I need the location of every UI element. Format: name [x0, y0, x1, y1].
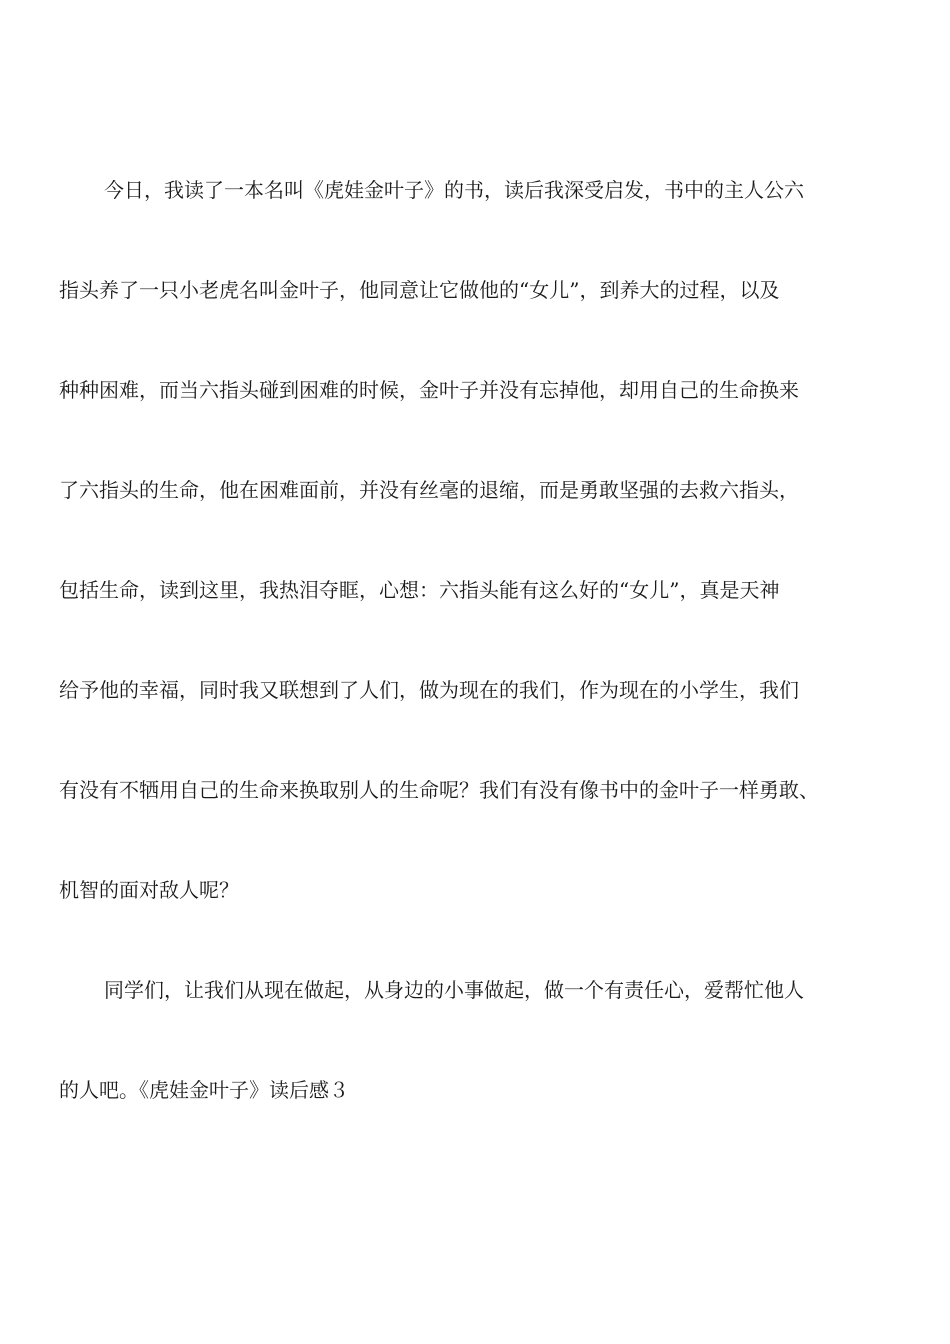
paragraph-line: 给予他的幸福，同时我又联想到了人们，做为现在的我们，作为现在的小学生，我们 — [59, 678, 799, 702]
paragraph-line: 了六指头的生命，他在困难面前，并没有丝毫的退缩，而是勇敢坚强的去救六指头， — [59, 478, 799, 502]
paragraph-line: 的人吧。《虎娃金叶子》读后感３ — [59, 1078, 349, 1102]
paragraph-line: 指头养了一只小老虎名叫金叶子，他同意让它做他的“女儿”，到养大的过程，以及 — [59, 278, 780, 302]
paragraph-line: 同学们，让我们从现在做起，从身边的小事做起，做一个有责任心，爱帮忙他人 — [104, 978, 804, 1002]
paragraph-line: 机智的面对敌人呢？ — [59, 878, 239, 902]
paragraph-line: 有没有不牺用自己的生命来换取别人的生命呢？我们有没有像书中的金叶子一样勇敢、 — [59, 778, 819, 802]
paragraph-line: 今日，我读了一本名叫《虎娃金叶子》的书，读后我深受启发，书中的主人公六 — [104, 178, 804, 202]
paragraph-line: 包括生命，读到这里，我热泪夺眶，心想：六指头能有这么好的“女儿”，真是天神 — [59, 578, 780, 602]
paragraph-line: 种种困难，而当六指头碰到困难的时候，金叶子并没有忘掉他，却用自己的生命换来 — [59, 378, 799, 402]
